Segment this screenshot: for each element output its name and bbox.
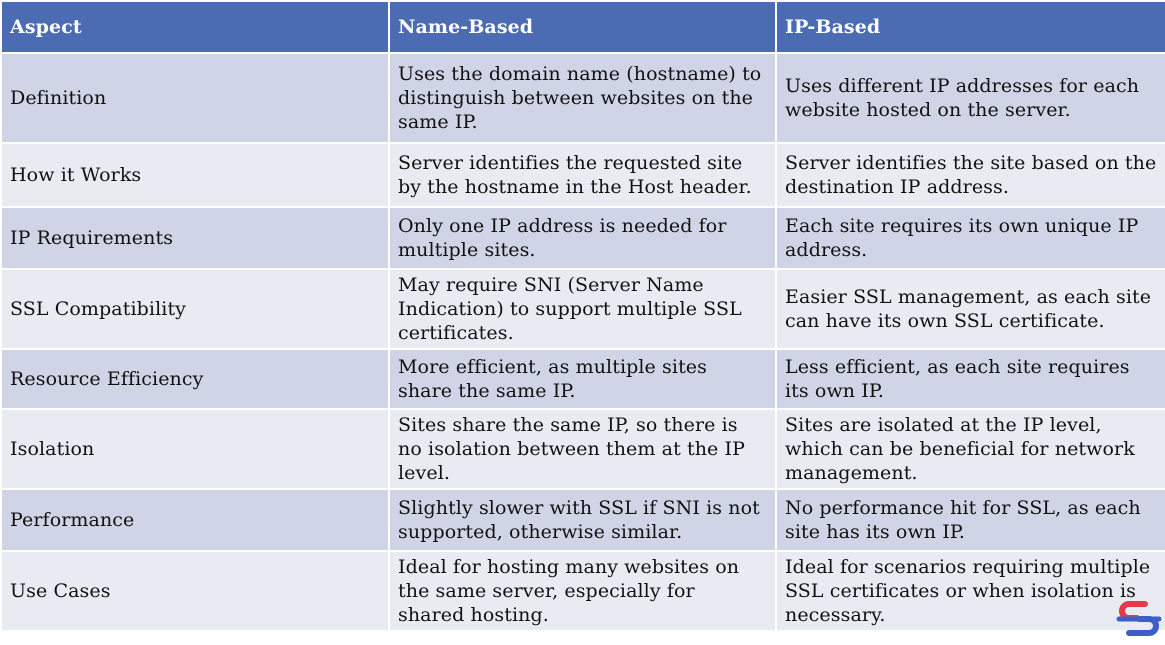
table-row <box>1 409 1165 489</box>
cell-aspect: Resource Efficiency <box>1 349 389 409</box>
header-ip-based: IP-Based <box>776 1 1165 53</box>
table-row <box>1 489 1165 551</box>
cell-ip-based: Uses different IP addresses for each website hosted on the server. <box>776 53 1165 143</box>
cell-ip-based: Easier SSL management, as each site can have its own SSL certificate. <box>776 269 1165 349</box>
table-row <box>1 551 1165 631</box>
table-row <box>1 53 1165 143</box>
header-aspect: Aspect <box>1 1 389 53</box>
table-row <box>1 143 1165 207</box>
cell-name-based: Sites share the same IP, so there is no isolation between them at the IP level. <box>389 409 776 489</box>
cell-aspect: How it Works <box>1 143 389 207</box>
cell-aspect: IP Requirements <box>1 207 389 269</box>
cell-name-based: More efficient, as multiple sites share the same IP. <box>389 349 776 409</box>
cell-ip-based: Server identifies the site based on the destination IP address. <box>776 143 1165 207</box>
cell-ip-based: Sites are isolated at the IP level, which can be beneficial for network management. <box>776 409 1165 489</box>
header-name-based: Name-Based <box>389 1 776 53</box>
cell-name-based: Ideal for hosting many websites on the same server, especially for shared hosting. <box>389 551 776 631</box>
cell-name-based: Only one IP address is needed for multiple sites. <box>389 207 776 269</box>
table-row <box>1 269 1165 349</box>
table-row <box>1 207 1165 269</box>
cell-ip-based: Ideal for scenarios requiring multiple SSL certificates or when isolation is necessary. <box>776 551 1165 631</box>
cell-aspect: Isolation <box>1 409 389 489</box>
header-row <box>1 1 1165 53</box>
cell-ip-based: Less efficient, as each site requires its own IP. <box>776 349 1165 409</box>
cell-name-based: Slightly slower with SSL if SNI is not supported, otherwise similar. <box>389 489 776 551</box>
cell-aspect: Definition <box>1 53 389 143</box>
cell-aspect: SSL Compatibility <box>1 269 389 349</box>
cell-name-based: Server identifies the requested site by the hostname in the Host header. <box>389 143 776 207</box>
table-row <box>1 349 1165 409</box>
cell-aspect: Performance <box>1 489 389 551</box>
cell-name-based: May require SNI (Server Name Indication) to support multiple SSL certificates. <box>389 269 776 349</box>
cell-aspect: Use Cases <box>1 551 389 631</box>
cell-ip-based: Each site requires its own unique IP address. <box>776 207 1165 269</box>
sb-logo-icon <box>1115 597 1163 641</box>
cell-ip-based: No performance hit for SSL, as each site has its own IP. <box>776 489 1165 551</box>
cell-name-based: Uses the domain name (hostname) to distinguish between websites on the same IP. <box>389 53 776 143</box>
